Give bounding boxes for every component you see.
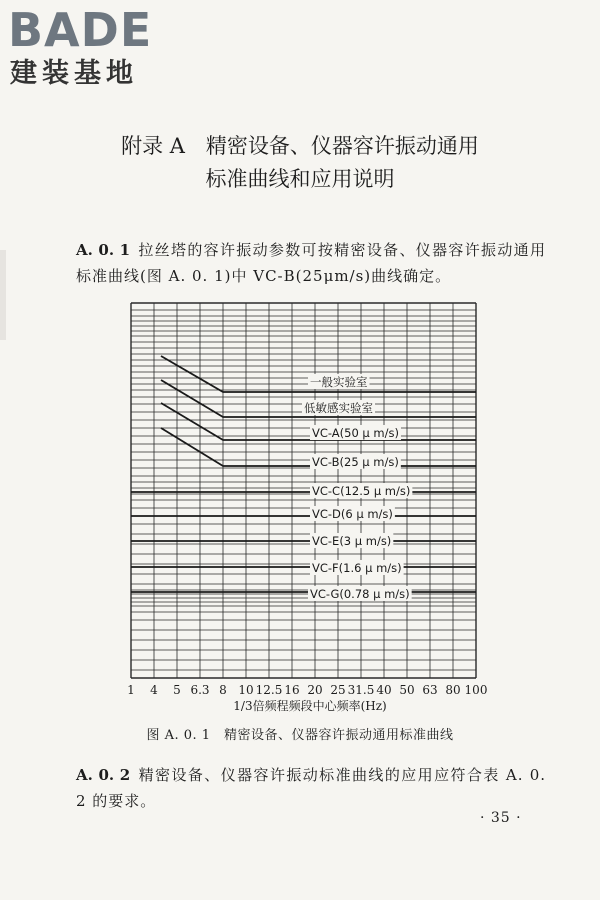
logo-chinese-text: 建装基地	[10, 58, 138, 89]
section-a02-label: A. 0. 2	[76, 766, 131, 784]
curve-label: 一般实验室	[310, 375, 368, 389]
section-a01-text: 拉丝塔的容许振动参数可按精密设备、仪器容许振动通用标准曲线(图 A. 0. 1)中 VC-B(25μm/s)曲线确定。	[76, 241, 546, 285]
x-tick-label: 10	[238, 683, 254, 697]
curve-label: VC-D(6 μ m/s)	[312, 507, 393, 521]
x-tick-label: 31.5	[347, 683, 375, 697]
x-tick-label: 5	[173, 683, 181, 697]
section-a02	[76, 762, 546, 814]
x-tick-label: 80	[445, 683, 461, 697]
x-tick-label: 25	[330, 683, 346, 697]
x-tick-label: 1	[127, 683, 135, 697]
title-line-2: 标准曲线和应用说明	[205, 167, 395, 191]
chart-curve-labels	[302, 374, 412, 601]
chart-horizontal-grid	[131, 303, 476, 678]
curve-label: 低敏感实验室	[304, 401, 373, 415]
x-tick-label: 40	[376, 683, 392, 697]
x-tick-label: 8	[219, 683, 227, 697]
chart-x-axis-label: 1/3倍频程频段中心频率(Hz)	[233, 699, 387, 713]
curve-label: VC-C(12.5 μ m/s)	[312, 484, 411, 498]
section-a01-label: A. 0. 1	[76, 241, 131, 259]
figure-caption: 图 A. 0. 1 精密设备、仪器容许振动通用标准曲线	[146, 728, 454, 743]
curve-label: VC-E(3 μ m/s)	[312, 534, 392, 548]
curve-label: VC-A(50 μ m/s)	[312, 426, 399, 440]
chart-x-ticks	[127, 683, 487, 697]
curve-label: VC-F(1.6 μ m/s)	[312, 561, 402, 575]
x-tick-label: 16	[284, 683, 300, 697]
x-tick-label: 100	[464, 683, 488, 697]
x-tick-label: 12.5	[255, 683, 283, 697]
x-tick-label: 4	[150, 683, 158, 697]
curve-label: VC-B(25 μ m/s)	[312, 455, 399, 469]
chart-curves	[131, 356, 476, 592]
x-tick-label: 50	[399, 683, 415, 697]
page-number: · 35 ·	[480, 810, 522, 826]
x-tick-label: 63	[422, 683, 438, 697]
section-a02-text: 精密设备、仪器容许振动标准曲线的应用应符合表 A. 0. 2 的要求。	[76, 766, 547, 810]
title-line-1: 附录 A 精密设备、仪器容许振动通用	[121, 134, 479, 158]
x-tick-label: 20	[307, 683, 323, 697]
x-tick-label: 6.3	[190, 683, 210, 697]
chart-vertical-grid	[131, 303, 476, 678]
curve-label: VC-G(0.78 μ m/s)	[310, 587, 410, 601]
logo-wordmark: BADE	[8, 3, 153, 57]
